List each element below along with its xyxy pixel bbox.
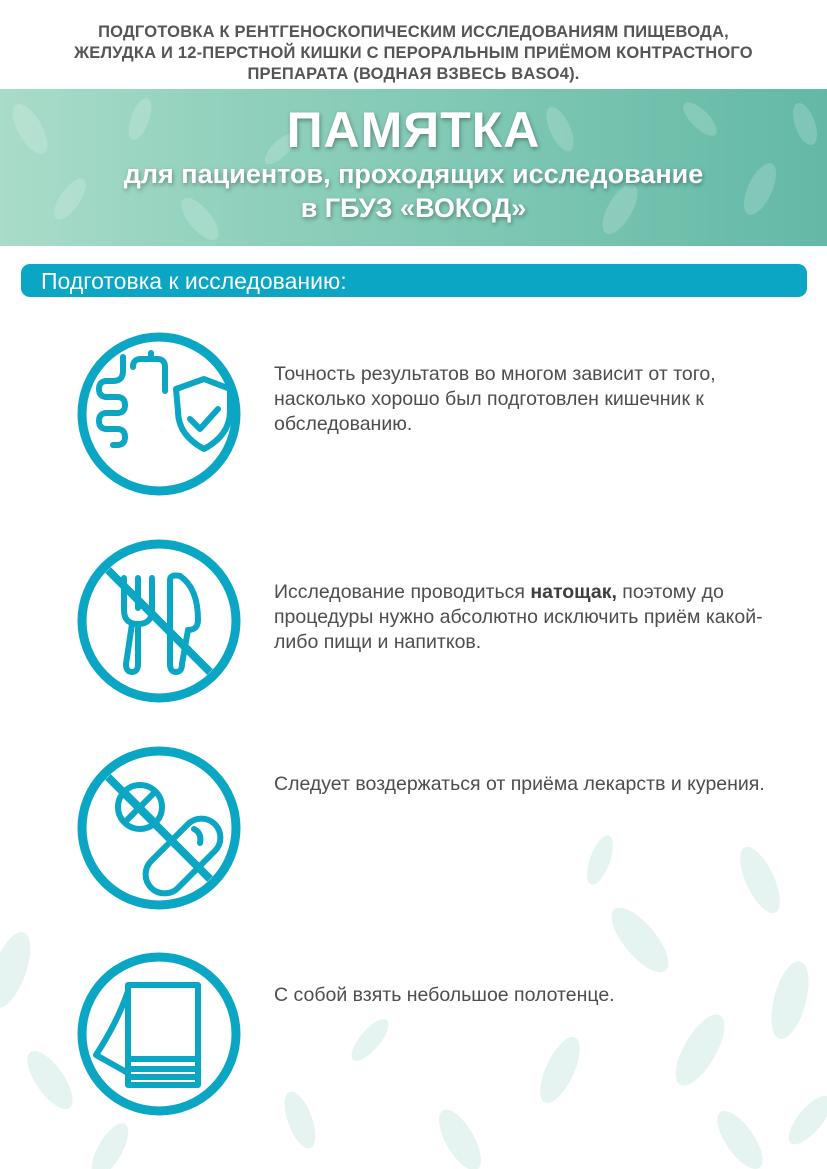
no-food-icon: [76, 538, 242, 704]
header-line-1: ПОДГОТОВКА К РЕНТГЕНОСКОПИЧЕСКИМ ИССЛЕДОВАНИЯМ ПИЩЕВОДА,: [98, 23, 729, 41]
header-line-2: ЖЕЛУДКА И 12-ПЕРСТНОЙ КИШКИ С ПЕРОРАЛЬНЫМ ПРИЁМОМ КОНТРАСТНОГО: [74, 44, 753, 62]
item-4-text: С собой взять небольшое полотенце.: [274, 984, 615, 1006]
item-2-text-after: поэтому до процедуры нужно абсолютно исключить приём какой-либо пищи и напитков.: [274, 581, 763, 653]
item-2-text: [274, 580, 804, 655]
item-3-text: Следует воздержаться от приёма лекарств и курения.: [274, 773, 765, 795]
banner: [0, 89, 827, 246]
intestine-shield-icon: [76, 331, 242, 497]
no-pills-icon: [76, 745, 242, 911]
towel-icon: [76, 951, 242, 1117]
banner-title: ПАМЯТКА: [286, 102, 541, 158]
banner-subtitle-line1: для пациентов, проходящих исследование: [123, 159, 704, 189]
item-2-text-bold: натощак,: [530, 581, 617, 603]
document-header: [0, 22, 827, 85]
header-line-3: ПРЕПАРАТА (ВОДНАЯ ВЗВЕСЬ BASO4).: [247, 65, 580, 83]
section-title: Подготовка к исследованию:: [41, 268, 347, 294]
item-2-text-before: Исследование проводиться: [274, 581, 531, 603]
item-1-text: Точность результатов во многом зависит от того, насколько хорошо был подготовлен кишечник к обследованию.: [274, 363, 716, 435]
section-header: [21, 264, 807, 297]
banner-subtitle-line2: в ГБУЗ «ВОКОД»: [300, 193, 527, 223]
